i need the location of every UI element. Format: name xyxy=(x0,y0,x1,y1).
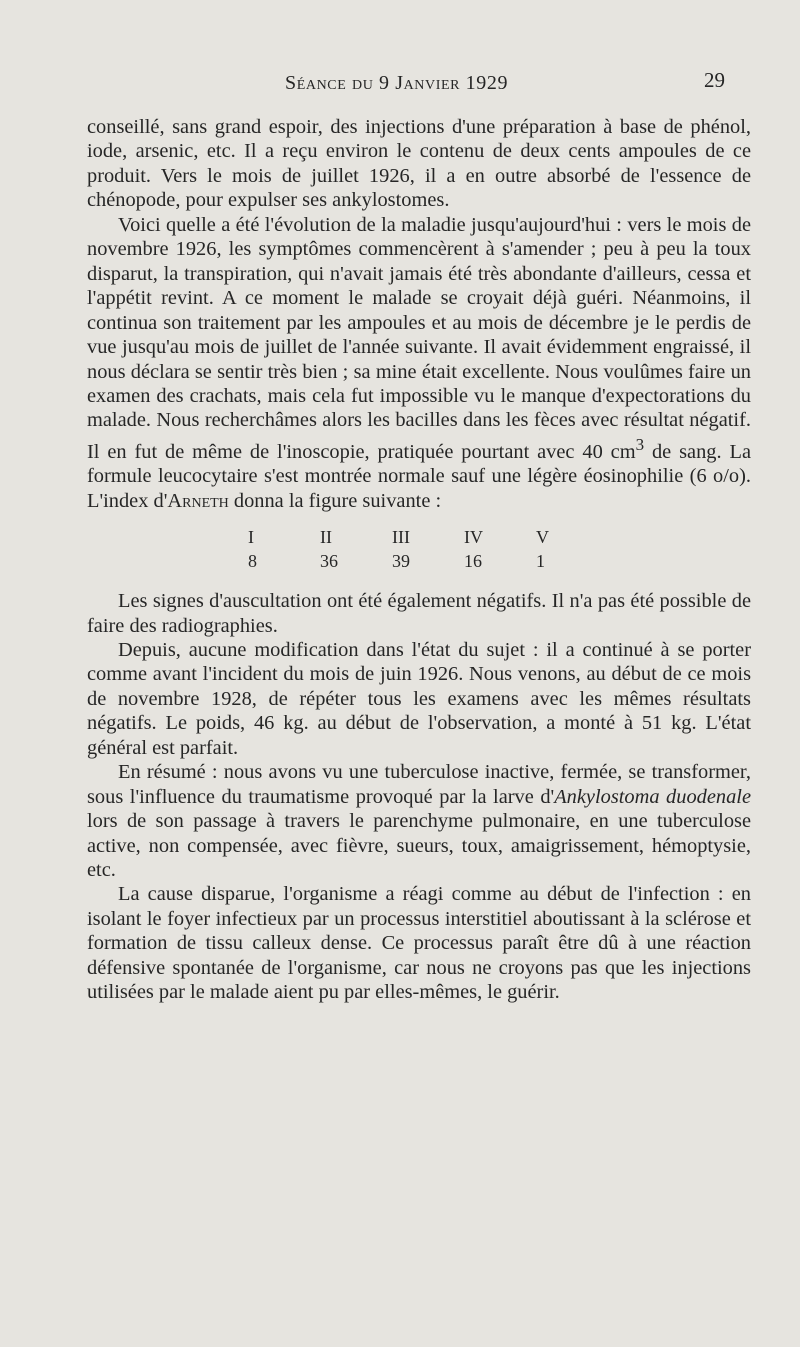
table-header-cell: II xyxy=(320,527,332,548)
evolution-text-c: donna la figure suivante : xyxy=(228,489,442,512)
table-header-cell: V xyxy=(536,527,549,548)
table-header-cell: I xyxy=(248,527,254,548)
table-header-cell: IV xyxy=(464,527,483,548)
table-cell: 16 xyxy=(464,551,482,572)
paragraph-conclusion: La cause disparue, l'organisme a réagi comme au début de l'infection : en isolant le foyer infectieux par un processus interstitiel aboutissant à la sclérose et formation de tissu calleux dense. Ce processus paraît être dû à une réaction défensive spontanée de l'organisme, car nous ne croyons pas que les injections utilisées par le malade aient pu par elles-mêmes, le guérir. xyxy=(87,883,751,1004)
paragraph-evolution xyxy=(87,213,751,513)
table-header-row xyxy=(248,525,608,549)
resume-text-a: En résumé : nous avons vu une tuberculose inactive, fermée, se transformer, sous l'influence du traumatisme provoqué par la larve d' xyxy=(87,761,751,808)
paragraph-continued: conseillé, sans grand espoir, des injections d'une préparation à base de phénol, iode, arsenic, etc. Il a reçu environ le contenu de deux cents ampoules de ce produit. Vers le mois de juillet 1926, il a en outre absorbé de l'essence de chénopode, pour expulser ses ankylostomes. xyxy=(87,116,751,212)
running-head: Séance du 9 Janvier 1929 xyxy=(285,72,509,94)
page-number: 29 xyxy=(704,68,725,92)
table-cell: 39 xyxy=(392,551,410,572)
author-name-arneth: Arneth xyxy=(167,489,229,512)
table-cell: 36 xyxy=(320,551,338,572)
cm3-superscript: 3 xyxy=(635,434,645,454)
paragraph-resume xyxy=(87,760,751,882)
table-cell: 1 xyxy=(536,551,545,572)
arneth-index-table xyxy=(248,525,608,573)
table-value-row xyxy=(248,549,608,573)
table-cell: 8 xyxy=(248,551,257,572)
species-name: Ankylostoma duodenale xyxy=(554,785,751,808)
table-header-cell: III xyxy=(392,527,410,548)
evolution-text-a: Voici quelle a été l'évolution de la maladie jusqu'aujourd'hui : vers le mois de novembre 1926, les symptômes commencèrent à s'amender ; peu à peu la toux disparut, la transpiration, qui n'avait jamais été très abondante d'ailleurs, cessa et l'appétit revint. A ce moment le malade se croyait déjà guéri. Néanmoins, il continua son traitement par les ampoules et au mois de décembre je le perdis de vue jusqu'au mois de juillet de l'année suivante. Il avait évidemment engraissé, il nous déclara se sentir très bien ; sa mine était excellente. Nous voulûmes faire un examen des crachats, mais cela fut impossible vu le manque d'expectorations du malade. Nous recherchâmes alors les bacilles dans les fèces avec résultat négatif. Il en fut de même de l'inoscopie, pratiquée pourtant avec 40 cm xyxy=(87,213,751,463)
resume-text-b: lors de son passage à travers le parenchyme pulmonaire, en une tuberculose active, non compensée, avec fièvre, sueurs, toux, amaigrissement, hémoptysie, etc. xyxy=(87,810,751,882)
body-text xyxy=(87,115,751,1005)
page-header xyxy=(0,68,800,98)
paragraph-auscultation: Les signes d'auscultation ont été également négatifs. Il n'a pas été possible de faire des radiographies. xyxy=(87,590,751,637)
evolution-text-b: de sang. La formule leucocytaire s'est montrée normale sauf une légère éosinophilie (6 o/o). L'index d' xyxy=(87,440,751,512)
paragraph-depuis: Depuis, aucune modification dans l'état du sujet : il a continué à se porter comme avant l'incident du mois de juin 1926. Nous venons, au début de ce mois de novembre 1928, de répéter tous les examens avec les mêmes résultats négatifs. Le poids, 46 kg. au début de l'observation, a monté à 51 kg. L'état général est parfait. xyxy=(87,638,751,759)
